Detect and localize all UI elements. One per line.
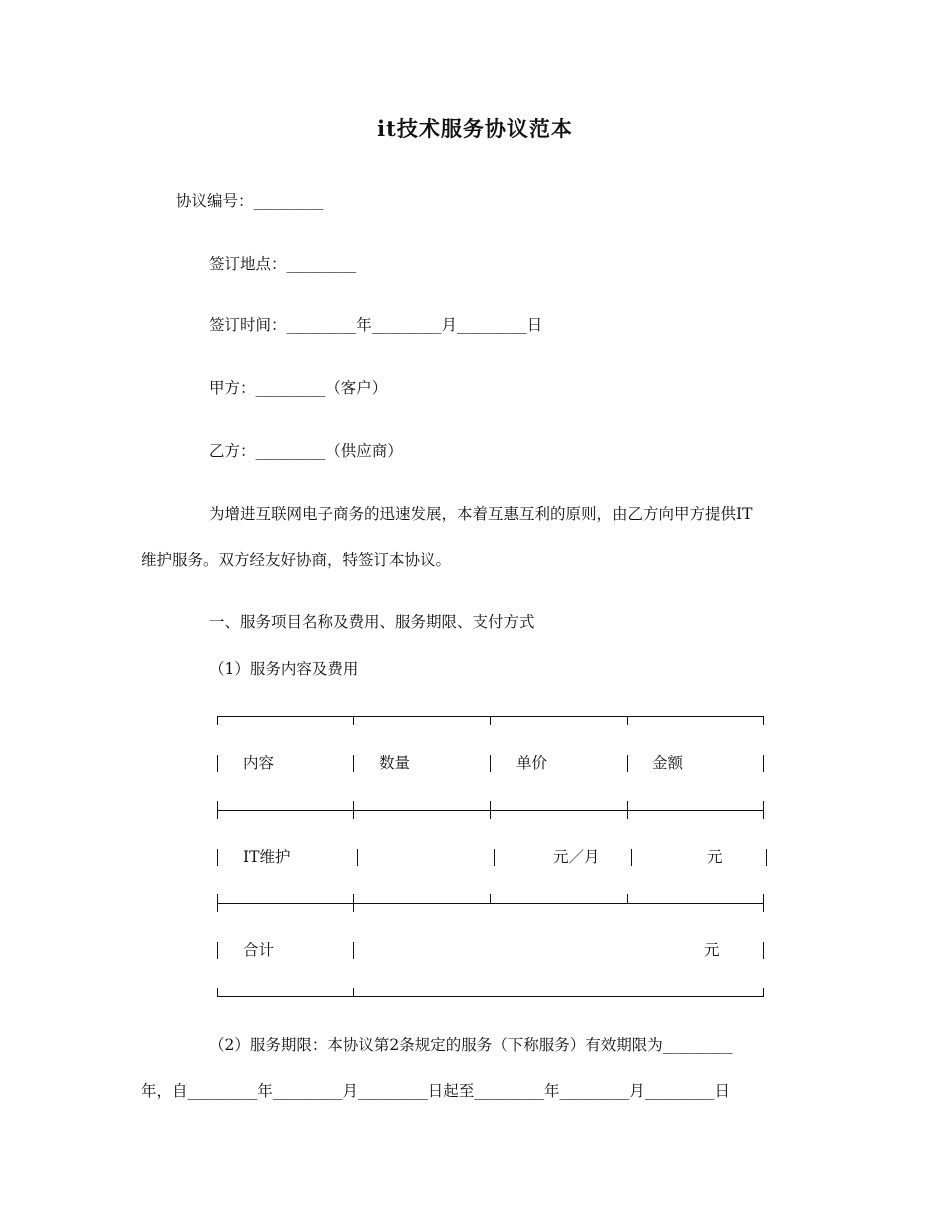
agreement-number-field: 协议编号：_________ xyxy=(176,192,324,210)
service-period-line-1: （2）服务期限：本协议第2条规定的服务（下称服务）有效期限为_________ xyxy=(209,1036,733,1054)
table-cell-unit-price: 元／月 xyxy=(553,848,600,866)
section-1-heading: 一、服务项目名称及费用、服务期限、支付方式 xyxy=(209,613,535,631)
service-period-line-2: 年，自_________年_________月_________日起至_________年_________月_________日 xyxy=(141,1082,731,1100)
page-title: it技术服务协议范本 xyxy=(377,116,573,141)
intro-line-1: 为增进互联网电子商务的迅速发展，本着互惠互利的原则，由乙方向甲方提供IT xyxy=(209,505,753,523)
table-header-amount: 金额 xyxy=(652,754,684,772)
table-total-label: 合计 xyxy=(243,941,275,959)
table-total-amount: 元 xyxy=(704,941,720,959)
party-b-field: 乙方：_________（供应商） xyxy=(209,442,403,460)
table-header-unit-price: 单价 xyxy=(516,754,548,772)
section-1-sub-1: （1）服务内容及费用 xyxy=(209,660,359,678)
table-cell-amount: 元 xyxy=(707,848,723,866)
table-header-content: 内容 xyxy=(243,754,275,772)
party-a-field: 甲方：_________（客户） xyxy=(209,379,388,397)
table-rule-3 xyxy=(217,903,764,904)
sign-time-field: 签订时间：_________年_________月_________日 xyxy=(209,316,543,334)
sign-place-field: 签订地点：_________ xyxy=(209,255,357,273)
service-fee-table xyxy=(217,716,764,997)
table-rule-bottom xyxy=(217,996,764,997)
table-cell-content: IT维护 xyxy=(243,848,291,866)
intro-line-2: 维护服务。双方经友好协商，特签订本协议。 xyxy=(141,551,452,569)
table-header-quantity: 数量 xyxy=(379,754,411,772)
